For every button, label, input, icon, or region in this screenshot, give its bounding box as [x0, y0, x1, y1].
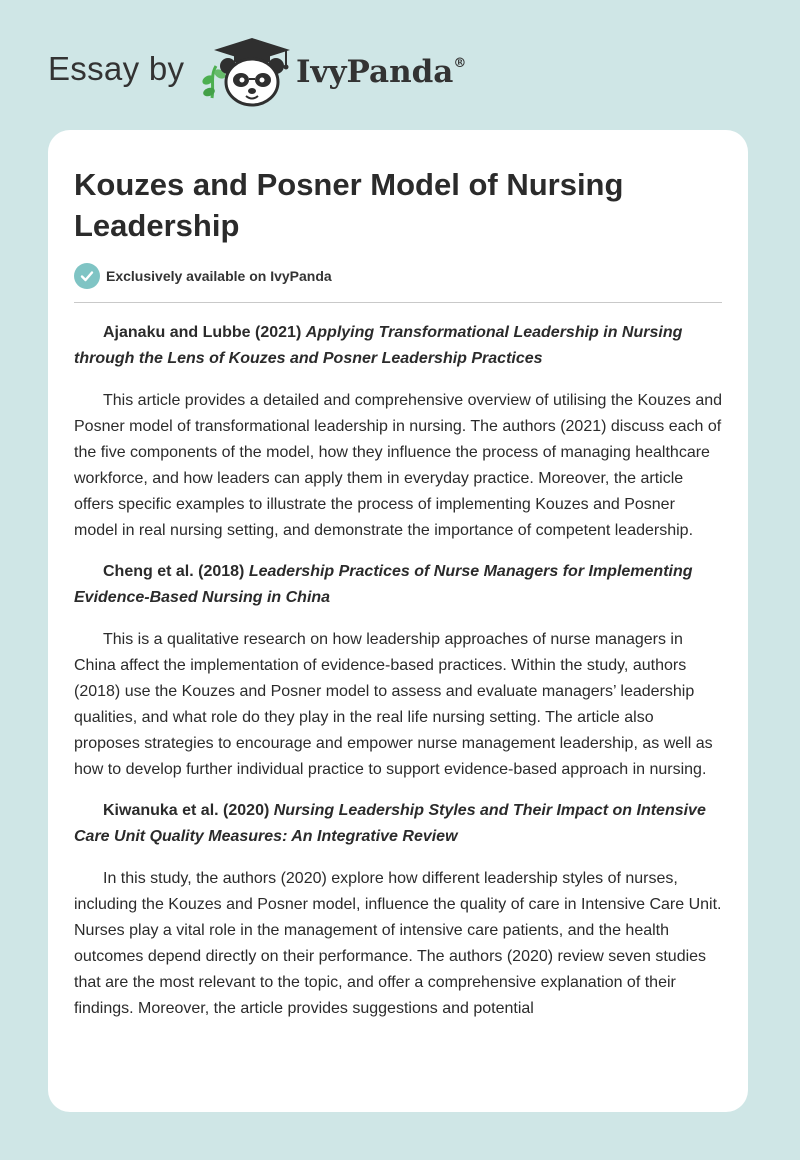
reference-title: Nursing Leadership Styles and Their Impact on Intensive Care Unit Quality Measures: An Integrative Review: [74, 802, 706, 845]
divider: [74, 302, 722, 303]
reference-summary: In this study, the authors (2020) explore how different leadership styles of nurses, including the Kouzes and Posner model, influence the quality of care in Intensive Care Unit. Nurses play a vital role in the management of intensive care patients, and the health outcomes depend directly on their performance. The authors (2020) review seven studies that are the most relevant to the topic, and offer a comprehensive explanation of their findings. Moreover, the article provides suggestions and potential: [74, 870, 722, 1017]
reference-authors: Ajanaku and Lubbe (2021): [103, 324, 302, 341]
essay-title: Kouzes and Posner Model of Nursing Leadership: [74, 167, 624, 243]
reference-authors: Cheng et al. (2018): [103, 563, 245, 580]
essay-by-label: Essay by: [48, 50, 185, 87]
reference-authors: Kiwanuka et al. (2020): [103, 802, 270, 819]
site-header: [0, 0, 800, 130]
checkmark-icon: [74, 263, 100, 289]
panda-logo-icon[interactable]: [200, 36, 292, 108]
reference-entry: [74, 559, 722, 611]
reference-entry: [74, 798, 722, 850]
exclusive-badge-text: Exclusively available on IvyPanda: [106, 268, 332, 284]
reference-entry: [74, 320, 722, 372]
reference-title: Leadership Practices of Nurse Managers for Implementing Evidence-Based Nursing in China: [74, 563, 693, 606]
reference-summary: This is a qualitative research on how leadership approaches of nurse managers in China affect the implementation of evidence-based practices. Within the study, authors (2018) use the Kouzes and Posner model to assess and evaluate managers’ leadership qualities, and what role do they play in the real life nursing setting. The article also proposes strategies to encourage and empower nurse management leadership, as well as how to develop further individual practice to support evidence-based approach in nursing.: [74, 631, 713, 778]
essay-card: [48, 130, 748, 1112]
registered-mark: ®: [453, 56, 467, 71]
exclusive-badge: [74, 263, 332, 289]
brand-name[interactable]: IvyPanda®: [296, 54, 467, 90]
reference-summary: This article provides a detailed and comprehensive overview of utilising the Kouzes and Posner model of transformational leadership in nursing. The authors (2021) discuss each of the five components of the model, how they influence the process of managing healthcare workforce, and how leaders can apply them in everyday practice. Moreover, the article offers specific examples to illustrate the process of implementing Kouzes and Posner model in real nursing setting, and demonstrate the importance of competent leadership.: [74, 392, 723, 539]
essay-content: [74, 320, 722, 1037]
reference-title: Applying Transformational Leadership in Nursing through the Lens of Kouzes and Posner Leadership Practices: [74, 324, 683, 367]
